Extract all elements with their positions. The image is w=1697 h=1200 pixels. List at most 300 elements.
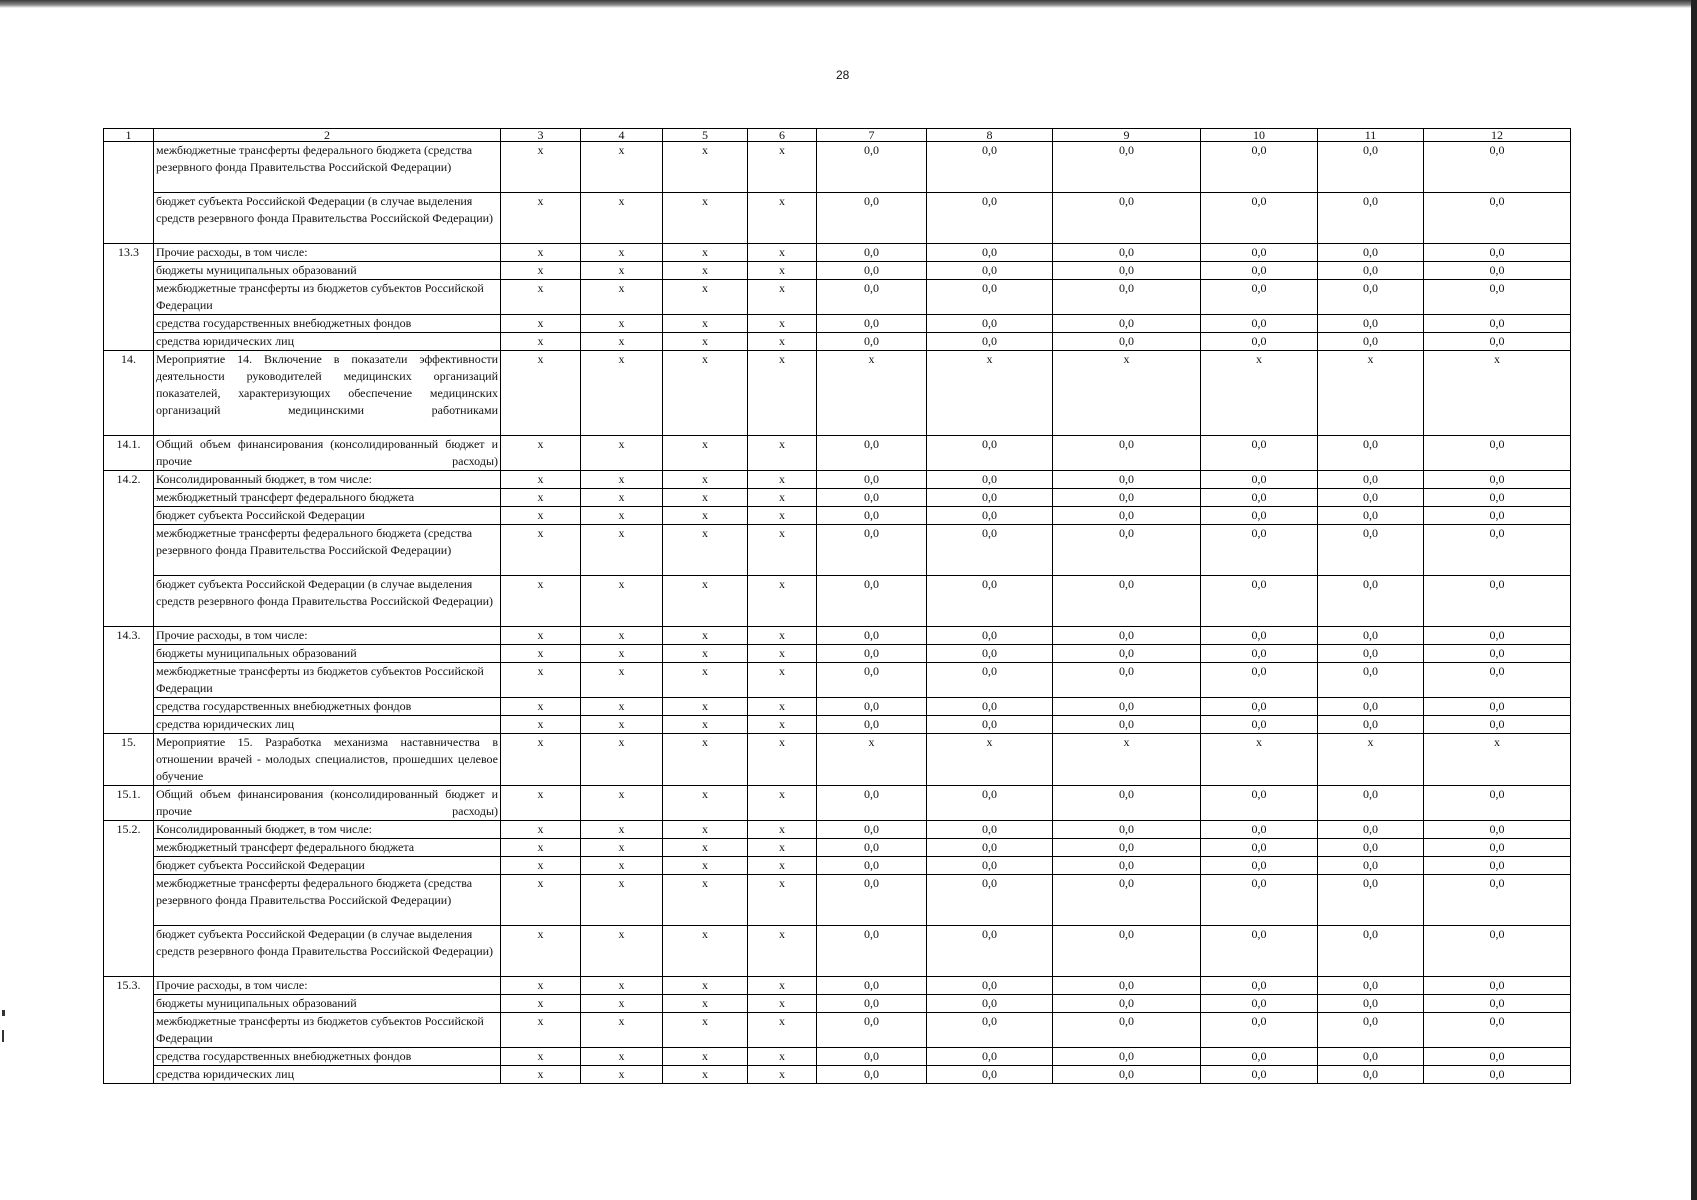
value-cell: x bbox=[1201, 734, 1318, 786]
value-cell: x bbox=[501, 698, 581, 716]
value-cell: 0,0 bbox=[817, 839, 927, 857]
value-cell: x bbox=[581, 436, 663, 471]
value-cell: 0,0 bbox=[1318, 698, 1424, 716]
row-description: межбюджетные трансферты федерального бюджета (средства резервного фонда Правительства Российской Федерации) bbox=[154, 875, 501, 926]
value-cell: 0,0 bbox=[1318, 262, 1424, 280]
value-cell: 0,0 bbox=[1318, 507, 1424, 525]
value-cell: 0,0 bbox=[1318, 995, 1424, 1013]
value-cell: 0,0 bbox=[1053, 698, 1201, 716]
value-cell: x bbox=[501, 333, 581, 351]
value-cell: x bbox=[748, 734, 817, 786]
value-cell: x bbox=[1201, 351, 1318, 436]
row-description: бюджет субъекта Российской Федерации (в случае выделения средств резервного фонда Правительства Российской Федерации) bbox=[154, 193, 501, 244]
value-cell: 0,0 bbox=[1053, 142, 1201, 193]
value-cell: x bbox=[501, 875, 581, 926]
value-cell: 0,0 bbox=[1201, 315, 1318, 333]
value-cell: 0,0 bbox=[1053, 489, 1201, 507]
value-cell: 0,0 bbox=[817, 716, 927, 734]
value-cell: 0,0 bbox=[817, 244, 927, 262]
row-code: 14. bbox=[104, 351, 154, 436]
value-cell: x bbox=[663, 280, 748, 315]
value-cell: 0,0 bbox=[1424, 1066, 1571, 1084]
table-row bbox=[104, 351, 1571, 436]
value-cell: x bbox=[663, 471, 748, 489]
value-cell: 0,0 bbox=[817, 576, 927, 627]
row-code: 15.2. bbox=[104, 821, 154, 977]
value-cell: x bbox=[501, 489, 581, 507]
row-description: средства государственных внебюджетных фондов bbox=[154, 698, 501, 716]
value-cell: x bbox=[663, 193, 748, 244]
value-cell: x bbox=[748, 351, 817, 436]
value-cell: 0,0 bbox=[817, 627, 927, 645]
value-cell: x bbox=[501, 627, 581, 645]
value-cell: 0,0 bbox=[927, 1048, 1053, 1066]
value-cell: 0,0 bbox=[1318, 315, 1424, 333]
value-cell: x bbox=[663, 663, 748, 698]
value-cell: x bbox=[748, 698, 817, 716]
value-cell: x bbox=[748, 489, 817, 507]
value-cell: 0,0 bbox=[1424, 262, 1571, 280]
value-cell: x bbox=[817, 351, 927, 436]
value-cell: 0,0 bbox=[1424, 193, 1571, 244]
table-row bbox=[104, 627, 1571, 645]
value-cell: x bbox=[663, 1048, 748, 1066]
table-row bbox=[104, 786, 1571, 821]
value-cell: x bbox=[663, 244, 748, 262]
row-description: межбюджетные трансферты из бюджетов субъектов Российской Федерации bbox=[154, 1013, 501, 1048]
value-cell: 0,0 bbox=[927, 525, 1053, 576]
value-cell: x bbox=[581, 1048, 663, 1066]
value-cell: 0,0 bbox=[927, 1013, 1053, 1048]
value-cell: 0,0 bbox=[1201, 244, 1318, 262]
scan-mark bbox=[2, 1030, 4, 1042]
value-cell: 0,0 bbox=[1053, 627, 1201, 645]
row-code: 13.3 bbox=[104, 244, 154, 351]
value-cell: x bbox=[501, 1066, 581, 1084]
value-cell: 0,0 bbox=[817, 663, 927, 698]
value-cell: 0,0 bbox=[1053, 193, 1201, 244]
row-description: бюджеты муниципальных образований bbox=[154, 262, 501, 280]
value-cell: x bbox=[501, 926, 581, 977]
column-header: 10 bbox=[1201, 129, 1318, 142]
value-cell: 0,0 bbox=[1424, 839, 1571, 857]
table-row bbox=[104, 262, 1571, 280]
value-cell: x bbox=[581, 857, 663, 875]
value-cell: x bbox=[748, 786, 817, 821]
value-cell: x bbox=[927, 351, 1053, 436]
value-cell: x bbox=[581, 786, 663, 821]
value-cell: 0,0 bbox=[1053, 262, 1201, 280]
value-cell: 0,0 bbox=[1424, 977, 1571, 995]
value-cell: x bbox=[501, 716, 581, 734]
value-cell: 0,0 bbox=[1053, 857, 1201, 875]
value-cell: 0,0 bbox=[1201, 995, 1318, 1013]
table-row bbox=[104, 525, 1571, 576]
value-cell: 0,0 bbox=[927, 507, 1053, 525]
value-cell: 0,0 bbox=[1053, 244, 1201, 262]
table-row bbox=[104, 698, 1571, 716]
row-description: бюджет субъекта Российской Федерации bbox=[154, 507, 501, 525]
value-cell: x bbox=[581, 839, 663, 857]
value-cell: 0,0 bbox=[817, 315, 927, 333]
value-cell: x bbox=[581, 645, 663, 663]
value-cell: x bbox=[581, 507, 663, 525]
value-cell: 0,0 bbox=[1053, 525, 1201, 576]
value-cell: 0,0 bbox=[1318, 576, 1424, 627]
row-description: межбюджетные трансферты федерального бюджета (средства резервного фонда Правительства Российской Федерации) bbox=[154, 142, 501, 193]
value-cell: 0,0 bbox=[1201, 627, 1318, 645]
table-row bbox=[104, 280, 1571, 315]
value-cell: 0,0 bbox=[817, 1013, 927, 1048]
value-cell: x bbox=[581, 333, 663, 351]
value-cell: 0,0 bbox=[1424, 489, 1571, 507]
value-cell: x bbox=[663, 839, 748, 857]
value-cell: x bbox=[1053, 734, 1201, 786]
value-cell: 0,0 bbox=[1201, 507, 1318, 525]
value-cell: x bbox=[501, 995, 581, 1013]
row-description: Консолидированный бюджет, в том числе: bbox=[154, 821, 501, 839]
value-cell: 0,0 bbox=[1053, 875, 1201, 926]
value-cell: 0,0 bbox=[817, 977, 927, 995]
value-cell: x bbox=[748, 995, 817, 1013]
value-cell: x bbox=[501, 857, 581, 875]
value-cell: 0,0 bbox=[1053, 1066, 1201, 1084]
row-description: Консолидированный бюджет, в том числе: bbox=[154, 471, 501, 489]
value-cell: x bbox=[663, 698, 748, 716]
value-cell: 0,0 bbox=[1053, 839, 1201, 857]
value-cell: x bbox=[581, 627, 663, 645]
value-cell: 0,0 bbox=[1053, 716, 1201, 734]
row-description: межбюджетный трансферт федерального бюджета bbox=[154, 489, 501, 507]
value-cell: x bbox=[663, 1013, 748, 1048]
value-cell: x bbox=[581, 1066, 663, 1084]
value-cell: x bbox=[501, 663, 581, 698]
value-cell: 0,0 bbox=[1318, 471, 1424, 489]
value-cell: x bbox=[581, 663, 663, 698]
table-row bbox=[104, 926, 1571, 977]
value-cell: x bbox=[663, 333, 748, 351]
value-cell: x bbox=[663, 821, 748, 839]
table-row bbox=[104, 1048, 1571, 1066]
row-description: бюджет субъекта Российской Федерации (в случае выделения средств резервного фонда Правительства Российской Федерации) bbox=[154, 576, 501, 627]
value-cell: x bbox=[581, 525, 663, 576]
value-cell: x bbox=[501, 507, 581, 525]
value-cell: 0,0 bbox=[817, 821, 927, 839]
table-row bbox=[104, 142, 1571, 193]
value-cell: 0,0 bbox=[927, 280, 1053, 315]
value-cell: x bbox=[501, 977, 581, 995]
value-cell: x bbox=[927, 734, 1053, 786]
value-cell: 0,0 bbox=[817, 436, 927, 471]
value-cell: 0,0 bbox=[1201, 698, 1318, 716]
value-cell: x bbox=[581, 193, 663, 244]
table-row bbox=[104, 995, 1571, 1013]
value-cell: 0,0 bbox=[1053, 645, 1201, 663]
value-cell: 0,0 bbox=[927, 315, 1053, 333]
table-row bbox=[104, 1066, 1571, 1084]
row-description: бюджет субъекта Российской Федерации (в случае выделения средств резервного фонда Правительства Российской Федерации) bbox=[154, 926, 501, 977]
column-header: 7 bbox=[817, 129, 927, 142]
value-cell: 0,0 bbox=[817, 926, 927, 977]
value-cell: x bbox=[748, 193, 817, 244]
value-cell: x bbox=[1318, 351, 1424, 436]
value-cell: 0,0 bbox=[1053, 315, 1201, 333]
value-cell: 0,0 bbox=[1053, 1048, 1201, 1066]
value-cell: x bbox=[663, 489, 748, 507]
value-cell: x bbox=[1424, 734, 1571, 786]
value-cell: x bbox=[501, 280, 581, 315]
table-row bbox=[104, 1013, 1571, 1048]
value-cell: x bbox=[501, 315, 581, 333]
value-cell: 0,0 bbox=[1424, 645, 1571, 663]
value-cell: 0,0 bbox=[1424, 857, 1571, 875]
row-description: Прочие расходы, в том числе: bbox=[154, 627, 501, 645]
value-cell: x bbox=[748, 142, 817, 193]
value-cell: 0,0 bbox=[1424, 995, 1571, 1013]
column-header: 8 bbox=[927, 129, 1053, 142]
value-cell: x bbox=[748, 1013, 817, 1048]
row-description: Общий объем финансирования (консолидированный бюджет и прочие расходы) bbox=[154, 786, 501, 821]
value-cell: x bbox=[581, 280, 663, 315]
value-cell: 0,0 bbox=[1053, 977, 1201, 995]
value-cell: x bbox=[501, 471, 581, 489]
row-description: бюджет субъекта Российской Федерации bbox=[154, 857, 501, 875]
value-cell: x bbox=[501, 142, 581, 193]
value-cell: x bbox=[663, 142, 748, 193]
value-cell: 0,0 bbox=[1318, 786, 1424, 821]
value-cell: 0,0 bbox=[1318, 436, 1424, 471]
value-cell: x bbox=[581, 576, 663, 627]
value-cell: 0,0 bbox=[1318, 1048, 1424, 1066]
value-cell: x bbox=[748, 507, 817, 525]
column-header: 11 bbox=[1318, 129, 1424, 142]
row-description: межбюджетные трансферты из бюджетов субъектов Российской Федерации bbox=[154, 663, 501, 698]
value-cell: x bbox=[501, 645, 581, 663]
value-cell: x bbox=[501, 1048, 581, 1066]
value-cell: x bbox=[663, 734, 748, 786]
value-cell: x bbox=[748, 333, 817, 351]
value-cell: x bbox=[581, 142, 663, 193]
value-cell: 0,0 bbox=[817, 525, 927, 576]
value-cell: 0,0 bbox=[927, 333, 1053, 351]
value-cell: 0,0 bbox=[927, 839, 1053, 857]
table-row bbox=[104, 576, 1571, 627]
value-cell: x bbox=[501, 821, 581, 839]
column-header: 4 bbox=[581, 129, 663, 142]
row-description: Прочие расходы, в том числе: bbox=[154, 244, 501, 262]
table-row bbox=[104, 857, 1571, 875]
value-cell: 0,0 bbox=[1318, 926, 1424, 977]
value-cell: 0,0 bbox=[817, 142, 927, 193]
value-cell: 0,0 bbox=[817, 333, 927, 351]
row-description: бюджеты муниципальных образований bbox=[154, 995, 501, 1013]
value-cell: x bbox=[581, 315, 663, 333]
value-cell: x bbox=[748, 244, 817, 262]
value-cell: x bbox=[581, 262, 663, 280]
row-description: Общий объем финансирования (консолидированный бюджет и прочие расходы) bbox=[154, 436, 501, 471]
value-cell: 0,0 bbox=[1424, 507, 1571, 525]
value-cell: 0,0 bbox=[1424, 576, 1571, 627]
value-cell: x bbox=[1424, 351, 1571, 436]
row-code: 14.2. bbox=[104, 471, 154, 627]
value-cell: x bbox=[748, 1066, 817, 1084]
value-cell: 0,0 bbox=[927, 821, 1053, 839]
value-cell: 0,0 bbox=[1201, 471, 1318, 489]
value-cell: 0,0 bbox=[927, 244, 1053, 262]
value-cell: 0,0 bbox=[1424, 525, 1571, 576]
column-header: 12 bbox=[1424, 129, 1571, 142]
value-cell: x bbox=[581, 995, 663, 1013]
value-cell: 0,0 bbox=[1201, 716, 1318, 734]
value-cell: 0,0 bbox=[927, 436, 1053, 471]
value-cell: 0,0 bbox=[1318, 977, 1424, 995]
value-cell: 0,0 bbox=[1201, 489, 1318, 507]
value-cell: 0,0 bbox=[1424, 698, 1571, 716]
value-cell: 0,0 bbox=[817, 995, 927, 1013]
value-cell: 0,0 bbox=[1424, 786, 1571, 821]
value-cell: x bbox=[581, 244, 663, 262]
value-cell: 0,0 bbox=[1424, 315, 1571, 333]
value-cell: x bbox=[748, 821, 817, 839]
row-description: Мероприятие 15. Разработка механизма наставничества в отношении врачей - молодых специалистов, прошедших целевое обучение bbox=[154, 734, 501, 786]
value-cell: x bbox=[748, 977, 817, 995]
table-row bbox=[104, 734, 1571, 786]
value-cell: 0,0 bbox=[1424, 333, 1571, 351]
value-cell: x bbox=[748, 645, 817, 663]
value-cell: x bbox=[663, 875, 748, 926]
value-cell: 0,0 bbox=[927, 489, 1053, 507]
value-cell: x bbox=[581, 471, 663, 489]
value-cell: 0,0 bbox=[1424, 280, 1571, 315]
value-cell: x bbox=[501, 576, 581, 627]
value-cell: x bbox=[748, 716, 817, 734]
row-description: межбюджетные трансферты из бюджетов субъектов Российской Федерации bbox=[154, 280, 501, 315]
scan-edge-top bbox=[0, 0, 1697, 8]
value-cell: 0,0 bbox=[927, 875, 1053, 926]
value-cell: 0,0 bbox=[1424, 142, 1571, 193]
value-cell: x bbox=[817, 734, 927, 786]
value-cell: x bbox=[663, 645, 748, 663]
value-cell: 0,0 bbox=[1318, 525, 1424, 576]
value-cell: 0,0 bbox=[817, 262, 927, 280]
value-cell: 0,0 bbox=[1318, 875, 1424, 926]
value-cell: 0,0 bbox=[1053, 1013, 1201, 1048]
value-cell: x bbox=[748, 262, 817, 280]
value-cell: 0,0 bbox=[1053, 786, 1201, 821]
value-cell: 0,0 bbox=[1201, 1066, 1318, 1084]
value-cell: 0,0 bbox=[817, 698, 927, 716]
table-row bbox=[104, 489, 1571, 507]
page-number: 28 bbox=[836, 68, 850, 82]
row-description: средства юридических лиц bbox=[154, 333, 501, 351]
value-cell: x bbox=[1053, 351, 1201, 436]
table-row bbox=[104, 315, 1571, 333]
value-cell: 0,0 bbox=[1053, 995, 1201, 1013]
value-cell: x bbox=[581, 977, 663, 995]
value-cell: 0,0 bbox=[1201, 193, 1318, 244]
value-cell: 0,0 bbox=[1053, 471, 1201, 489]
value-cell: 0,0 bbox=[1201, 821, 1318, 839]
financing-table bbox=[103, 128, 1571, 1084]
value-cell: x bbox=[581, 351, 663, 436]
row-description: межбюджетный трансферт федерального бюджета bbox=[154, 839, 501, 857]
value-cell: x bbox=[748, 280, 817, 315]
value-cell: x bbox=[748, 471, 817, 489]
table-row bbox=[104, 193, 1571, 244]
row-description: средства государственных внебюджетных фондов bbox=[154, 1048, 501, 1066]
value-cell: x bbox=[748, 875, 817, 926]
table-row bbox=[104, 436, 1571, 471]
row-description: Мероприятие 14. Включение в показатели эффективности деятельности руководителей медицинских организаций показателей, характеризующих обеспечение медицинских организаций медицинскими работниками bbox=[154, 351, 501, 436]
value-cell: 0,0 bbox=[1053, 280, 1201, 315]
value-cell: x bbox=[748, 857, 817, 875]
value-cell: 0,0 bbox=[927, 857, 1053, 875]
value-cell: 0,0 bbox=[1424, 716, 1571, 734]
value-cell: 0,0 bbox=[1201, 333, 1318, 351]
value-cell: 0,0 bbox=[1318, 663, 1424, 698]
scan-mark bbox=[2, 1010, 5, 1016]
value-cell: 0,0 bbox=[927, 786, 1053, 821]
value-cell: 0,0 bbox=[1318, 857, 1424, 875]
value-cell: 0,0 bbox=[1424, 627, 1571, 645]
value-cell: 0,0 bbox=[927, 645, 1053, 663]
value-cell: x bbox=[748, 315, 817, 333]
value-cell: 0,0 bbox=[1424, 1048, 1571, 1066]
table-row bbox=[104, 507, 1571, 525]
row-code bbox=[104, 142, 154, 244]
value-cell: 0,0 bbox=[927, 663, 1053, 698]
value-cell: x bbox=[501, 839, 581, 857]
value-cell: 0,0 bbox=[1424, 821, 1571, 839]
value-cell: 0,0 bbox=[1201, 875, 1318, 926]
value-cell: 0,0 bbox=[1424, 244, 1571, 262]
column-header: 5 bbox=[663, 129, 748, 142]
column-number-row bbox=[104, 129, 1571, 142]
value-cell: x bbox=[663, 262, 748, 280]
value-cell: 0,0 bbox=[927, 926, 1053, 977]
column-header: 6 bbox=[748, 129, 817, 142]
value-cell: 0,0 bbox=[817, 645, 927, 663]
value-cell: 0,0 bbox=[1201, 786, 1318, 821]
value-cell: x bbox=[663, 351, 748, 436]
row-code: 15. bbox=[104, 734, 154, 786]
value-cell: 0,0 bbox=[1201, 857, 1318, 875]
value-cell: 0,0 bbox=[817, 1048, 927, 1066]
value-cell: 0,0 bbox=[927, 698, 1053, 716]
row-code: 14.1. bbox=[104, 436, 154, 471]
value-cell: x bbox=[663, 315, 748, 333]
value-cell: 0,0 bbox=[927, 1066, 1053, 1084]
value-cell: 0,0 bbox=[1424, 875, 1571, 926]
value-cell: x bbox=[748, 926, 817, 977]
table-row bbox=[104, 471, 1571, 489]
value-cell: 0,0 bbox=[927, 471, 1053, 489]
value-cell: 0,0 bbox=[1318, 821, 1424, 839]
table-row bbox=[104, 716, 1571, 734]
value-cell: x bbox=[581, 489, 663, 507]
value-cell: 0,0 bbox=[1318, 280, 1424, 315]
value-cell: 0,0 bbox=[1424, 1013, 1571, 1048]
value-cell: x bbox=[581, 1013, 663, 1048]
value-cell: 0,0 bbox=[1318, 627, 1424, 645]
value-cell: x bbox=[581, 821, 663, 839]
value-cell: 0,0 bbox=[927, 262, 1053, 280]
value-cell: x bbox=[748, 1048, 817, 1066]
value-cell: 0,0 bbox=[927, 576, 1053, 627]
value-cell: 0,0 bbox=[1318, 645, 1424, 663]
column-header: 9 bbox=[1053, 129, 1201, 142]
value-cell: 0,0 bbox=[1318, 1066, 1424, 1084]
